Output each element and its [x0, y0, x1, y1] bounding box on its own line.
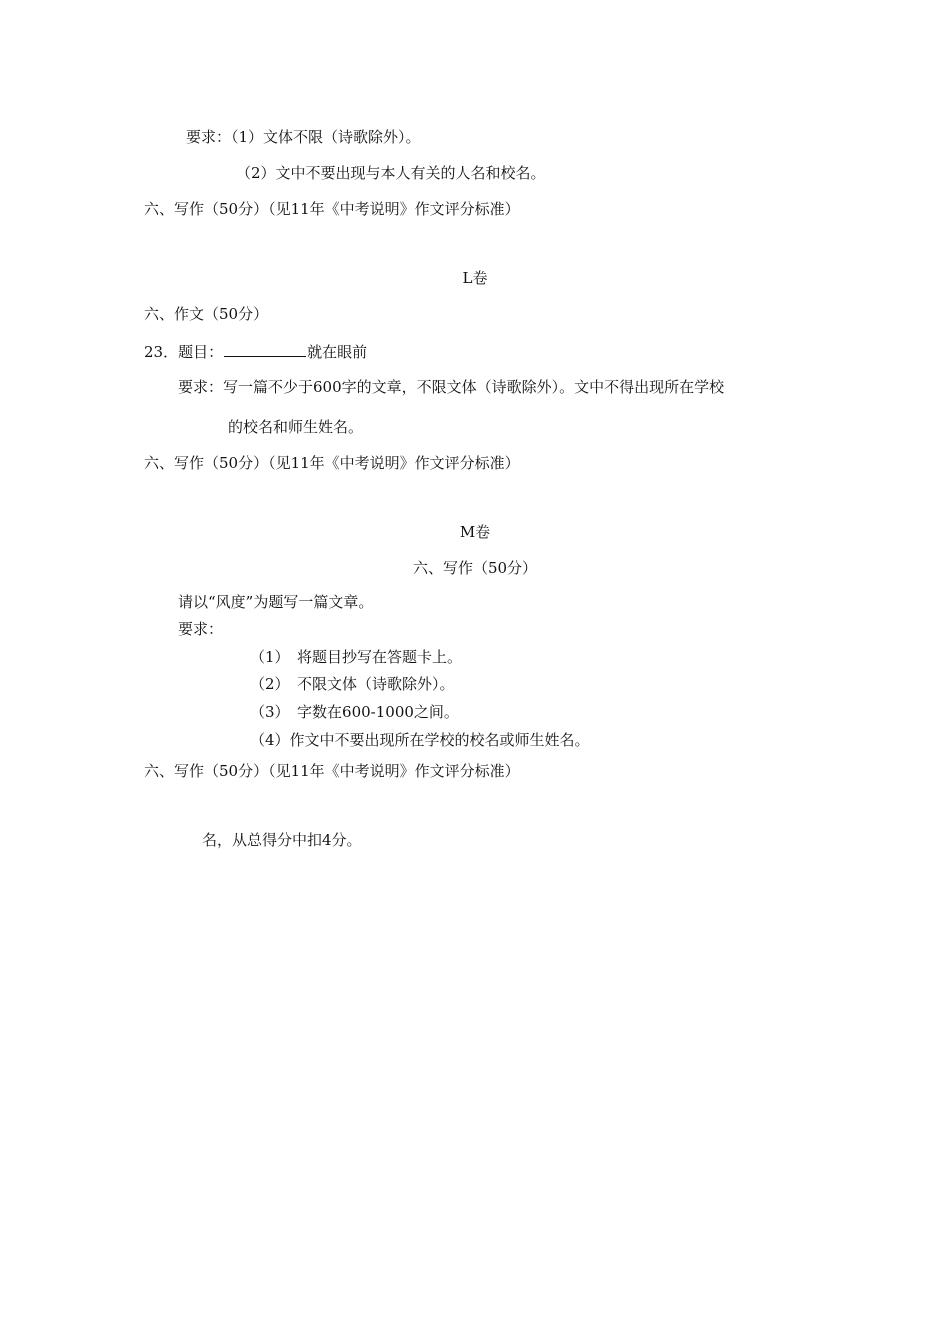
l-requirement-line-2: 的校名和师生姓名。: [228, 418, 364, 436]
m-requirement-4: （4）作文中不要出现所在学校的校名或师生姓名。: [250, 731, 590, 749]
m-scoring-note: 六、写作（50分）（见11年《中考说明》作文评分标准）: [144, 762, 520, 780]
k-scoring-note: 六、写作（50分）（见11年《中考说明》作文评分标准）: [144, 200, 520, 218]
question-23: [144, 341, 367, 362]
m-requirement-3: （3） 字数在600-1000之间。: [250, 703, 459, 721]
question-23-prefix: 23．题目：: [144, 343, 224, 361]
section-m-heading: 六、写作（50分）: [412, 559, 538, 577]
m-requirement-2: （2） 不限文体（诗歌除外）。: [250, 675, 455, 693]
k-requirement-line-1: 要求：（1）文体不限（诗歌除外）。: [186, 128, 421, 146]
title-blank: [224, 341, 306, 357]
section-m-title: M卷: [459, 523, 491, 541]
l-scoring-note: 六、写作（50分）（见11年《中考说明》作文评分标准）: [144, 454, 520, 472]
m-prompt: 请以“风度”为题写一篇文章。: [178, 593, 374, 611]
k-requirement-line-2: （2）文中不要出现与本人有关的人名和校名。: [236, 164, 546, 182]
l-requirement-line-1: 要求：写一篇不少于600字的文章，不限文体（诗歌除外）。文中不得出现所在学校: [178, 378, 725, 396]
section-l-heading: 六、作文（50分）: [144, 305, 269, 323]
question-23-suffix: 就在眼前: [307, 343, 368, 361]
m-requirement-1: （1） 将题目抄写在答题卡上。: [250, 648, 463, 666]
deduction-note: 名，从总得分中扣4分。: [202, 831, 362, 849]
section-l-title: L卷: [462, 269, 488, 287]
m-requirements-label: 要求：: [178, 620, 224, 638]
